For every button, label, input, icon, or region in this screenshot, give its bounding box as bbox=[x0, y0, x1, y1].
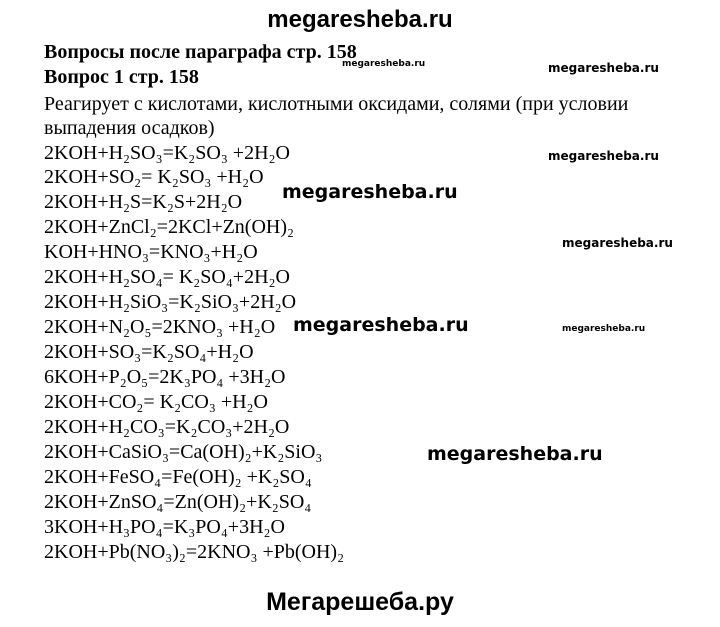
intro-line-2: выпадения осадков) bbox=[44, 117, 215, 139]
equation-line: 2KOH+ZnCl₂=2KCl+Zn(OH)₂ bbox=[44, 216, 294, 238]
watermark: megaresheba.ru bbox=[282, 181, 458, 203]
equation-line: 2KOH+H₂CO₃=K₂CO₃+2H₂O bbox=[44, 416, 290, 438]
equation-line: 2KOH+SO₃=K₂SO₄+H₂O bbox=[44, 341, 254, 363]
equation-line: 2KOH+H₂SO₄= K₂SO₄+2H₂O bbox=[44, 266, 290, 288]
equation-line: 2KOH+CO₂= K₂CO₃ +H₂O bbox=[44, 391, 268, 413]
watermark: megaresheba.ru bbox=[293, 314, 469, 336]
equation-line: 2KOH+SO₂= K₂SO₃ +H₂O bbox=[44, 166, 264, 188]
equation-line: 2KOH+H₂S=K₂S+2H₂O bbox=[44, 191, 243, 213]
question-title: Вопрос 1 стр. 158 bbox=[44, 66, 199, 88]
equation-line: 2KOH+ZnSO₄=Zn(OH)₂+K₂SO₄ bbox=[44, 491, 312, 513]
watermark: megaresheba.ru bbox=[548, 61, 659, 75]
equation-line: 3KOH+H₃PO₄=K₃PO₄+3H₂O bbox=[44, 516, 285, 538]
equation-line: 2KOH+CaSiO₃=Ca(OH)₂+K₂SiO₃ bbox=[44, 441, 323, 463]
watermark: megaresheba.ru bbox=[562, 236, 673, 250]
section-title: Вопросы после параграфа стр. 158 bbox=[44, 41, 357, 63]
watermark: megaresheba.ru bbox=[342, 59, 426, 69]
intro-line-1: Реагирует с кислотами, кислотными оксидами, солями (при условии bbox=[44, 93, 629, 115]
site-footer: Мегарешеба.ру bbox=[266, 588, 454, 616]
site-header: megaresheba.ru bbox=[267, 6, 453, 33]
watermark: megaresheba.ru bbox=[427, 443, 603, 465]
equation-line: 2KOH+H₂SO₃=K₂SO₃ +2H₂O bbox=[44, 142, 290, 164]
equation-line: 6KOH+P₂O₅=2K₃PO₄ +3H₂O bbox=[44, 366, 286, 388]
watermark: megaresheba.ru bbox=[562, 324, 646, 334]
equation-line: KOH+HNO₃=KNO₃+H₂O bbox=[44, 241, 258, 263]
equation-line: 2KOH+N₂O₅=2KNO₃ +H₂O bbox=[44, 316, 276, 338]
equation-line: 2KOH+FeSO₄=Fe(OH)₂ +K₂SO₄ bbox=[44, 466, 312, 488]
watermark: megaresheba.ru bbox=[548, 149, 659, 163]
equation-line: 2KOH+Pb(NO₃)₂=2KNO₃ +Pb(OH)₂ bbox=[44, 541, 345, 563]
equation-line: 2KOH+H₂SiO₃=K₂SiO₃+2H₂O bbox=[44, 291, 297, 313]
